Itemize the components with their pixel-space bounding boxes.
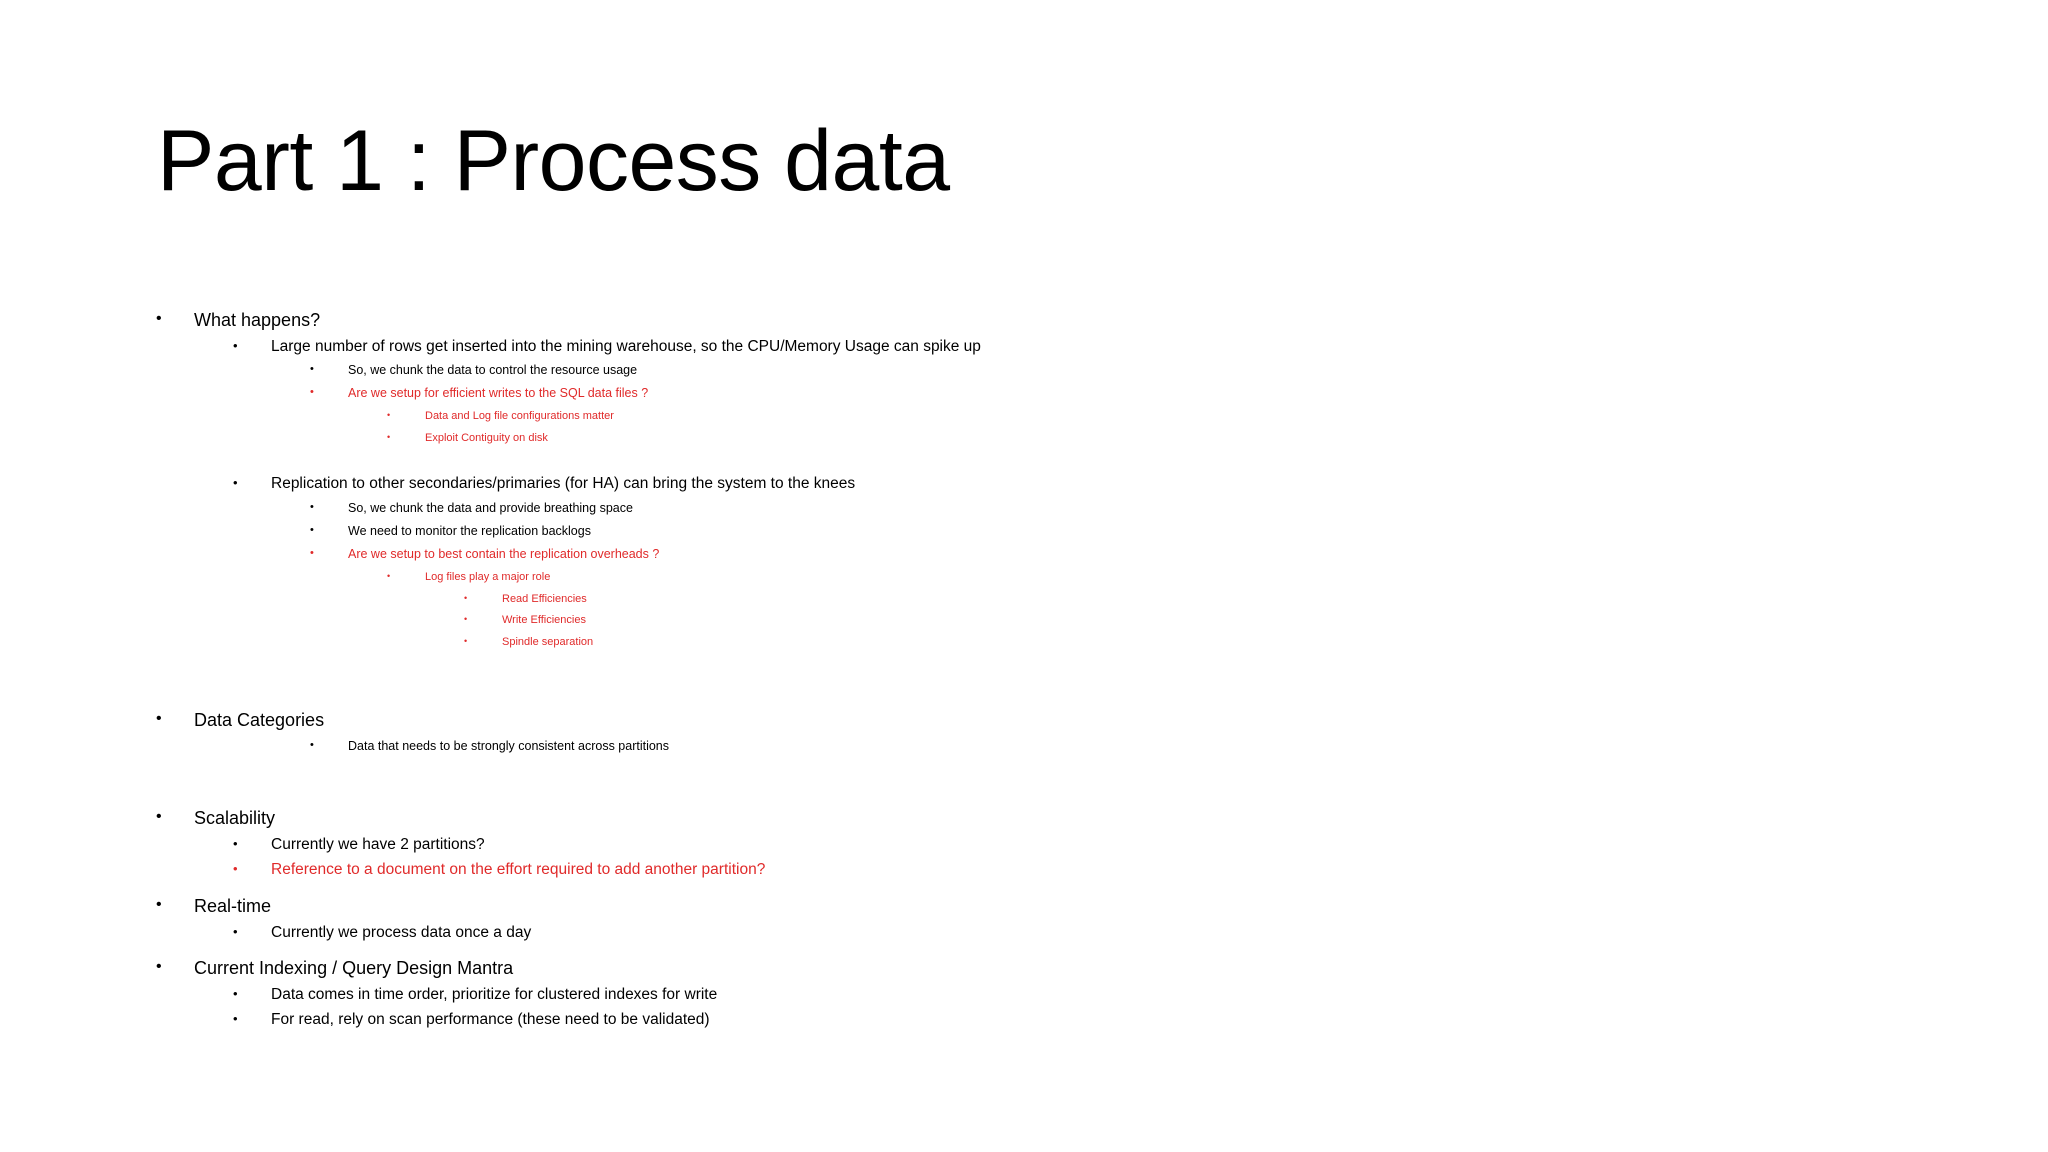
bullet-text: Real-time (194, 896, 272, 916)
bullet-dot: • (464, 636, 468, 646)
bullet-text: Currently we have 2 partitions? (271, 836, 485, 853)
bullet-text: Data Categories (194, 710, 325, 730)
bullet-dot: • (156, 896, 162, 913)
bullet-dot: • (233, 986, 238, 1001)
bullet-text: Are we setup to best contain the replication overheads ? (348, 547, 660, 561)
bullet-dot: • (233, 338, 238, 353)
bullet-dot: • (387, 571, 391, 581)
bullet-dot: • (310, 363, 314, 375)
bullet-text: Data that needs to be strongly consistent across partitions (348, 739, 670, 753)
bullet-dot: • (387, 432, 391, 442)
bullet-text: Read Efficiencies (502, 593, 587, 605)
bullet-text: So, we chunk the data and provide breathing space (348, 501, 633, 515)
bullet-dot: • (310, 501, 314, 513)
bullet-text: Current Indexing / Query Design Mantra (194, 958, 514, 978)
bullet-text: So, we chunk the data to control the resource usage (348, 363, 638, 377)
bullet-text: Spindle separation (502, 636, 594, 648)
bullet-dot: • (156, 958, 162, 975)
bullet-text: Large number of rows get inserted into the mining warehouse, so the CPU/Memory Usage can spike up (271, 338, 981, 355)
bullet-text: Data and Log file configurations matter (425, 410, 614, 422)
bullet-dot: • (233, 836, 238, 851)
bullet-dot: • (233, 1011, 238, 1026)
bullet-text: Reference to a document on the effort required to add another partition? (271, 861, 766, 878)
bullet-text: Data comes in time order, prioritize for clustered indexes for write (271, 986, 718, 1003)
bullet-text: Log files play a major role (425, 571, 551, 583)
bullet-dot: • (310, 547, 314, 559)
bullet-dot: • (233, 861, 238, 876)
bullet-dot: • (156, 310, 162, 327)
bullet-dot: • (310, 524, 314, 536)
bullet-dot: • (233, 475, 238, 490)
bullet-text: Scalability (194, 808, 276, 828)
bullet-text: Exploit Contiguity on disk (425, 432, 548, 444)
slide-title: Part 1 : Process data (157, 113, 950, 209)
bullet-text: We need to monitor the replication backlogs (348, 524, 591, 538)
bullet-text: Currently we process data once a day (271, 924, 532, 941)
bullet-dot: • (464, 614, 468, 624)
bullet-dot: • (464, 593, 468, 603)
bullet-dot: • (156, 710, 162, 727)
bullet-dot: • (233, 924, 238, 939)
bullet-text: What happens? (194, 310, 321, 330)
bullet-text: For read, rely on scan performance (these need to be validated) (271, 1011, 710, 1028)
bullet-dot: • (310, 386, 314, 398)
bullet-dot: • (156, 808, 162, 825)
bullet-dot: • (387, 410, 391, 420)
bullet-text: Replication to other secondaries/primaries (for HA) can bring the system to the knees (271, 475, 856, 492)
bullet-text: Write Efficiencies (502, 614, 586, 626)
bullet-text: Are we setup for efficient writes to the SQL data files ? (348, 386, 649, 400)
bullet-dot: • (310, 739, 314, 751)
